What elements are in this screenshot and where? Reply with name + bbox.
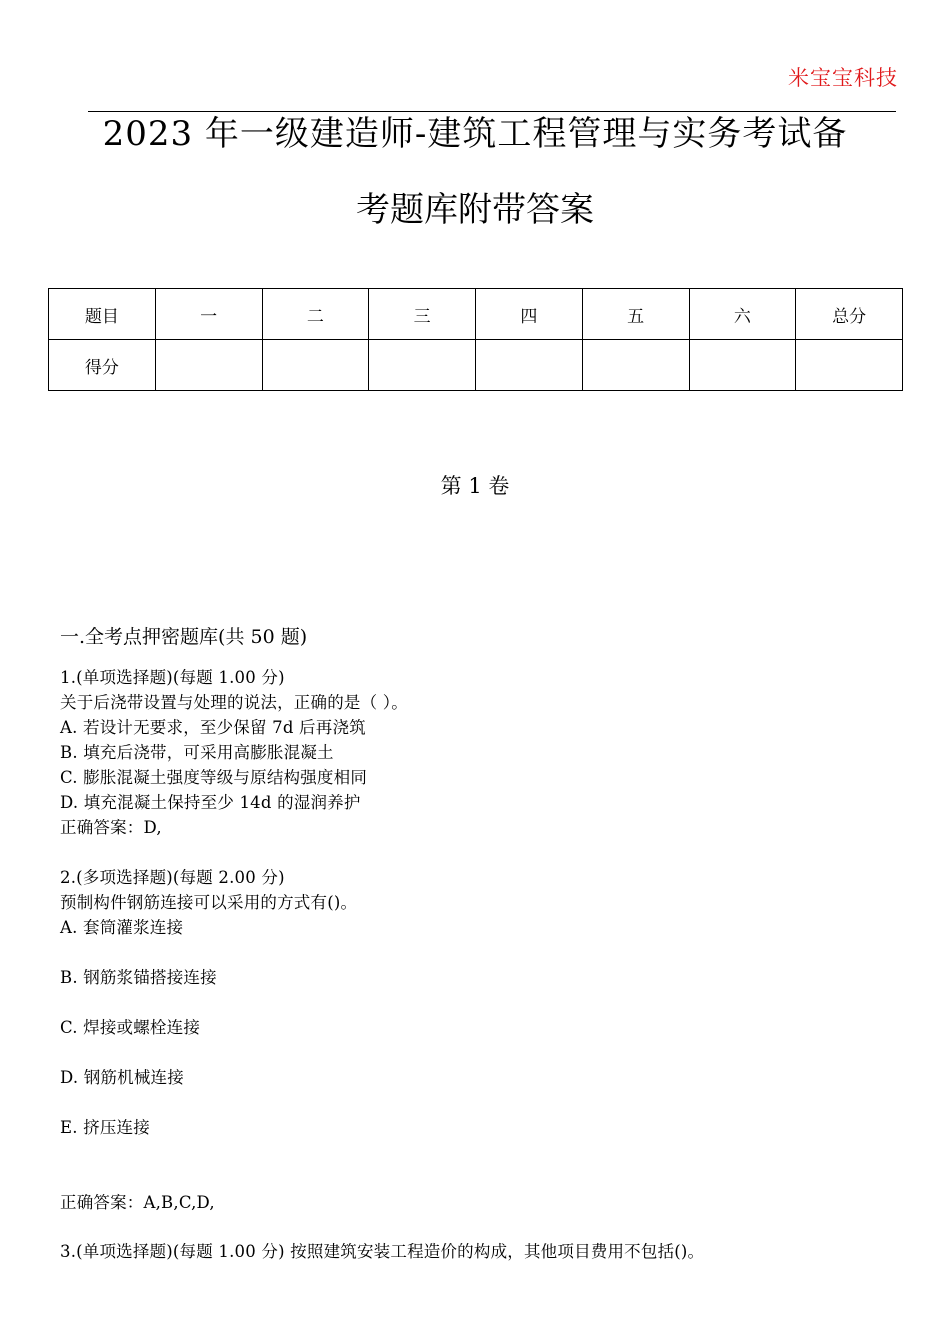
question-1-option-a: A. 若设计无要求，至少保留 7d 后再浇筑: [60, 718, 366, 737]
question-1-option-d: D. 填充混凝土保持至少 14d 的湿润养护: [60, 793, 361, 812]
score-table: [48, 288, 903, 391]
score-header-cell: 三: [369, 289, 476, 340]
question-3-line: 3.(单项选择题)(每题 1.00 分) 按照建筑安装工程造价的构成，其他项目费用不包括()。: [60, 1242, 705, 1261]
score-header-cell: 一: [155, 289, 262, 340]
header-rule: [88, 111, 896, 112]
score-cell-empty: [689, 340, 796, 391]
brand-watermark: 米宝宝科技: [788, 66, 898, 90]
question-2-option-d: D. 钢筋机械连接: [60, 1068, 184, 1087]
question-2-header: 2.(多项选择题)(每题 2.00 分): [60, 868, 285, 887]
score-header-cell: 二: [262, 289, 369, 340]
score-cell-empty: [369, 340, 476, 391]
question-2-option-e: E. 挤压连接: [60, 1118, 150, 1137]
score-table-header-row: [49, 289, 903, 340]
score-cell-empty: [582, 340, 689, 391]
score-cell-empty: [796, 340, 903, 391]
question-2-stem: 预制构件钢筋连接可以采用的方式有()。: [60, 893, 358, 912]
score-header-cell: 总分: [796, 289, 903, 340]
score-row-label: 得分: [49, 340, 156, 391]
score-header-cell: 六: [689, 289, 796, 340]
section-heading: 一.全考点押密题库(共 50 题): [60, 626, 308, 648]
question-2-option-c: C. 焊接或螺栓连接: [60, 1018, 201, 1037]
question-2-answer: 正确答案：A,B,C,D,: [60, 1193, 215, 1212]
question-1-option-c: C. 膨胀混凝土强度等级与原结构强度相同: [60, 768, 368, 787]
question-1-header: 1.(单项选择题)(每题 1.00 分): [60, 668, 285, 687]
score-header-cell: 题目: [49, 289, 156, 340]
document-title-line-2: 考题库附带答案: [356, 190, 594, 230]
volume-heading: 第 1 卷: [440, 474, 510, 498]
question-1-option-b: B. 填充后浇带，可采用高膨胀混凝土: [60, 743, 334, 762]
question-2-option-b: B. 钢筋浆锚搭接连接: [60, 968, 217, 987]
score-cell-empty: [476, 340, 583, 391]
score-cell-empty: [262, 340, 369, 391]
score-cell-empty: [155, 340, 262, 391]
score-header-cell: 四: [476, 289, 583, 340]
question-1-stem: 关于后浇带设置与处理的说法，正确的是（ ）。: [60, 693, 408, 712]
document-title-line-1: 2023 年一级建造师-建筑工程管理与实务考试备: [102, 114, 848, 154]
score-table-score-row: [49, 340, 903, 391]
question-1-answer: 正确答案：D,: [60, 818, 162, 837]
question-2-option-a: A. 套筒灌浆连接: [60, 918, 184, 937]
score-header-cell: 五: [582, 289, 689, 340]
